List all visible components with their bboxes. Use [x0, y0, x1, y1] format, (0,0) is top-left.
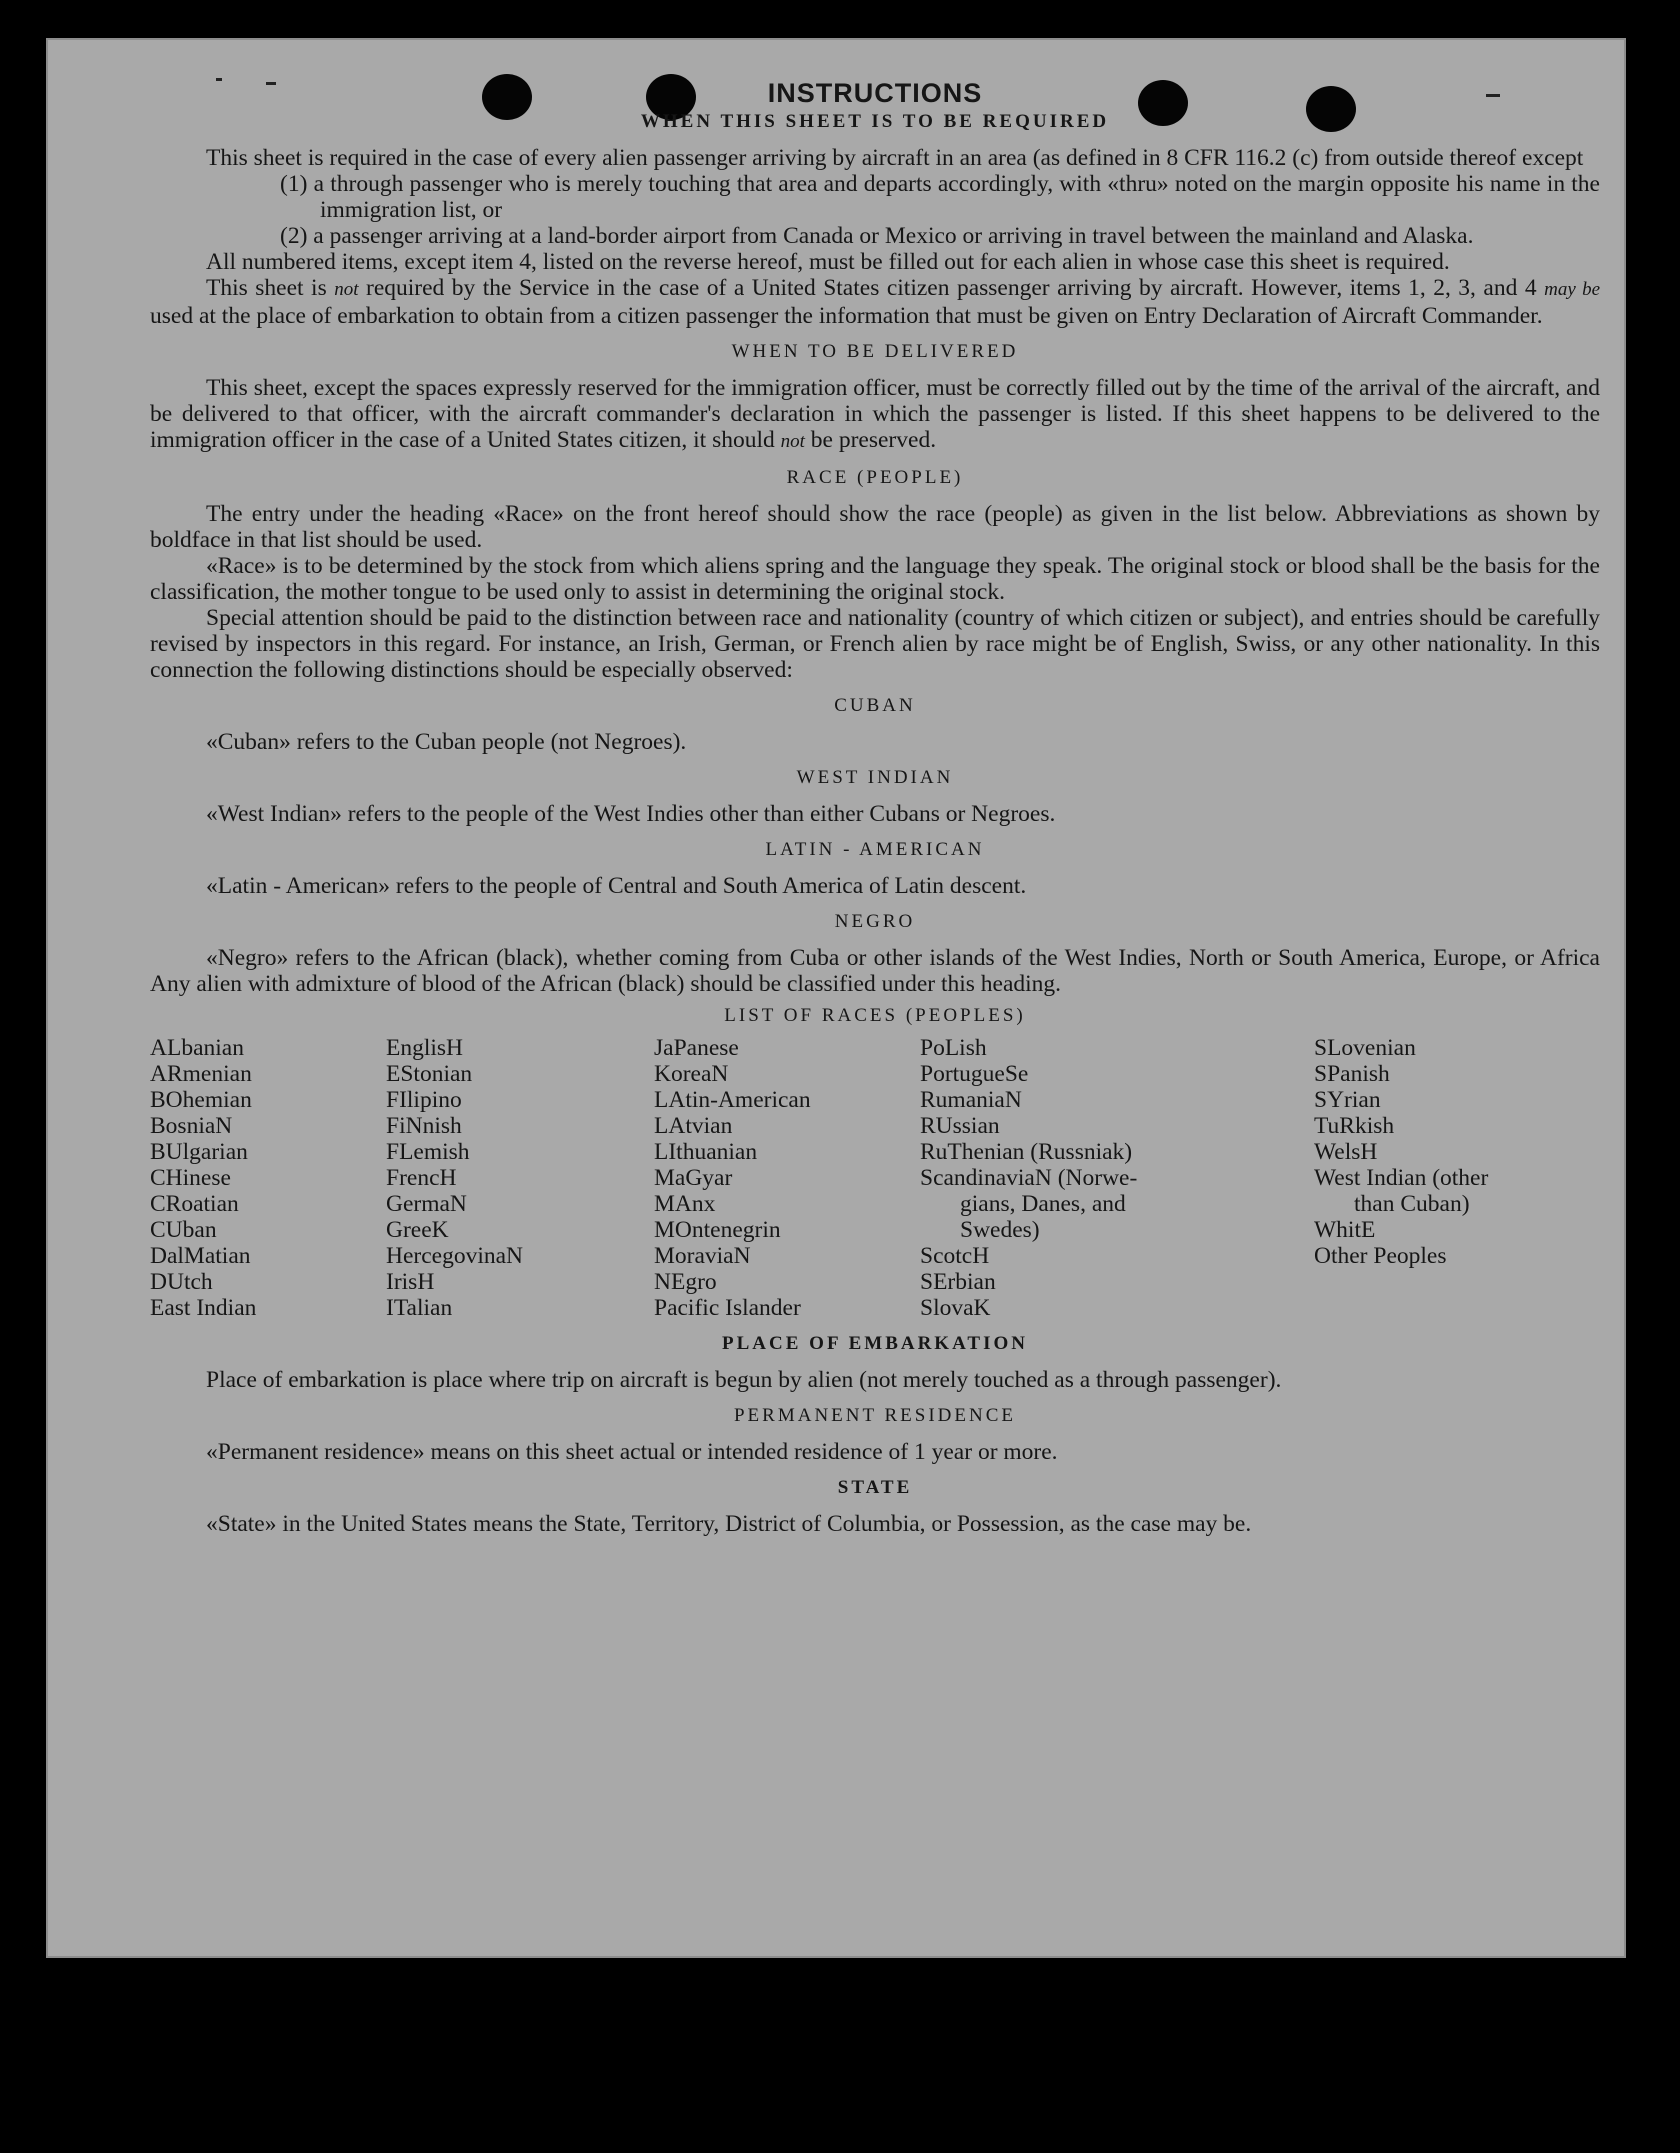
race-item: DalMatian: [150, 1243, 251, 1269]
race-item: PoLish: [920, 1035, 987, 1061]
race-item: BUlgarian: [150, 1139, 248, 1165]
race-item: ScandinaviaN (Norwe-: [920, 1165, 1138, 1191]
paragraph-required: This sheet is required in the case of every alien passenger arriving by aircraft in an area (as defined in 8 CFR 116.2 (c) from outside thereof except: [206, 145, 1584, 171]
race-item: MAnx: [654, 1191, 716, 1217]
race-item: East Indian: [150, 1295, 257, 1321]
race-item: WhitE: [1314, 1217, 1376, 1243]
races-list: [150, 1035, 1600, 1321]
race-item: FrencH: [386, 1165, 457, 1191]
paragraph-latin-american: «Latin - American» refers to the people of Central and South America of Latin descent.: [206, 873, 1027, 899]
race-item: ARmenian: [150, 1061, 252, 1087]
race-item: RUssian: [920, 1113, 1000, 1139]
heading-cuban: CUBAN: [834, 695, 916, 716]
exception-item-2: (2) a passenger arriving at a land-border airport from Canada or Mexico or arriving in travel between the mainland and Alaska.: [280, 223, 1474, 249]
race-item: BosniaN: [150, 1113, 233, 1139]
paragraph-numbered-items: All numbered items, except item 4, listed on the reverse hereof, must be filled out for each alien in whose case this sheet is required.: [206, 249, 1450, 275]
race-item: Swedes): [960, 1217, 1040, 1243]
race-item: GermaN: [386, 1191, 467, 1217]
paragraph-citizen: This sheet is not required by the Service in the case of a United States citizen passenger arriving by aircraft. However, items 1, 2, 3, and 4 may be used at the place of embarkation to obtain from a citizen passenger the information that must be given on Entry Declaration of Aircraft Commander.: [150, 275, 1601, 329]
heading-list-of-races: LIST OF RACES (PEOPLES): [724, 1005, 1026, 1026]
heading-embarkation: PLACE OF EMBARKATION: [722, 1333, 1028, 1354]
instructions-content: [150, 78, 1600, 1537]
race-item: SlovaK: [920, 1295, 991, 1321]
races-column-5: [1314, 1035, 1554, 1321]
race-item: CUban: [150, 1217, 217, 1243]
race-item: EStonian: [386, 1061, 473, 1087]
document-sheet: [46, 38, 1626, 1958]
paragraph-race-1: The entry under the heading «Race» on the front hereof should show the race (people) as given in the list below. Abbreviations as shown by boldface in that list should be used.: [150, 501, 1600, 553]
race-item: KoreaN: [654, 1061, 729, 1087]
paragraph-negro: «Negro» refers to the African (black), whether coming from Cuba or other islands of the West Indies, North or South America, Europe, or Africa Any alien with admixture of blood of the African (black) should be classified under this heading.: [150, 945, 1600, 997]
race-item: FIlipino: [386, 1087, 462, 1113]
race-item: SPanish: [1314, 1061, 1390, 1087]
race-item: RumaniaN: [920, 1087, 1022, 1113]
heading-permanent-residence: PERMANENT RESIDENCE: [733, 1405, 1017, 1426]
race-item: HercegovinaN: [386, 1243, 524, 1269]
page-title: INSTRUCTIONS: [767, 78, 983, 108]
paragraph-west-indian: «West Indian» refers to the people of the West Indies other than either Cubans or Negroes.: [206, 801, 1056, 827]
race-item: EnglisH: [386, 1035, 464, 1061]
race-item: West Indian (other: [1314, 1165, 1489, 1191]
paragraph-embarkation: Place of embarkation is place where trip on aircraft is begun by alien (not merely touched as a through passenger).: [206, 1367, 1282, 1393]
race-item: BOhemian: [150, 1087, 252, 1113]
race-item: SYrian: [1314, 1087, 1381, 1113]
race-item: CHinese: [150, 1165, 231, 1191]
race-item: SLovenian: [1314, 1035, 1416, 1061]
race-item: LIthuanian: [654, 1139, 758, 1165]
races-column-3: [654, 1035, 920, 1321]
race-item: WelsH: [1314, 1139, 1378, 1165]
race-item: DUtch: [150, 1269, 213, 1295]
race-item: LAtin-American: [654, 1087, 811, 1113]
race-item: FLemish: [386, 1139, 470, 1165]
race-item: GreeK: [386, 1217, 449, 1243]
paragraph-delivered: This sheet, except the spaces expressly reserved for the immigration officer, must be correctly filled out by the time of the arrival of the aircraft, and be delivered to that officer, with the aircraft commander's declaration in which the passenger is listed. If this sheet happens to be delivered to the immigration officer in the case of a United States citizen, it should not be preserved.: [150, 375, 1600, 453]
race-item: ALbanian: [150, 1035, 244, 1061]
race-item: IrisH: [386, 1269, 435, 1295]
race-item: CRoatian: [150, 1191, 239, 1217]
heading-west-indian: WEST INDIAN: [796, 767, 954, 788]
paragraph-cuban: «Cuban» refers to the Cuban people (not Negroes).: [206, 729, 687, 755]
races-column-4: [920, 1035, 1314, 1321]
heading-latin-american: LATIN - AMERICAN: [765, 839, 985, 860]
race-item: ScotcH: [920, 1243, 990, 1269]
paragraph-race-3: Special attention should be paid to the distinction between race and nationality (country of which citizen or subject), and entries should be carefully revised by inspectors in this regard. For instance, an Irish, German, or French alien by race might be of English, Swiss, or any other nationality. In this connection the following distinctions should be especially observed:: [150, 605, 1600, 683]
race-item: than Cuban): [1354, 1191, 1470, 1217]
race-item: TuRkish: [1314, 1113, 1395, 1139]
race-item: gians, Danes, and: [960, 1191, 1126, 1217]
race-item: PortugueSe: [920, 1061, 1029, 1087]
race-item: MaGyar: [654, 1165, 733, 1191]
paragraph-race-2: «Race» is to be determined by the stock from which aliens spring and the language they speak. The original stock or blood shall be the basis for the classification, the mother tongue to be used only to assist in determining the original stock.: [150, 553, 1600, 605]
race-item: MoraviaN: [654, 1243, 751, 1269]
paragraph-state: «State» in the United States means the State, Territory, District of Columbia, or Possession, as the case may be.: [206, 1511, 1252, 1537]
race-item: JaPanese: [654, 1035, 739, 1061]
race-item: NEgro: [654, 1269, 717, 1295]
race-item: Pacific Islander: [654, 1295, 801, 1321]
race-item: RuThenian (Russniak): [920, 1139, 1133, 1165]
races-column-2: [386, 1035, 654, 1321]
heading-race: RACE (PEOPLE): [786, 467, 964, 488]
race-item: LAtvian: [654, 1113, 733, 1139]
race-item: SErbian: [920, 1269, 996, 1295]
heading-negro: NEGRO: [834, 911, 916, 932]
races-column-1: [150, 1035, 386, 1321]
paragraph-residence: «Permanent residence» means on this sheet actual or intended residence of 1 year or more.: [206, 1439, 1058, 1465]
race-item: ITalian: [386, 1295, 453, 1321]
race-item: MOntenegrin: [654, 1217, 781, 1243]
exception-item-1: (1) a through passenger who is merely touching that area and departs accordingly, with «thru» noted on the margin opposite his name in the immigration list, or: [280, 171, 1600, 223]
heading-when-delivered: WHEN TO BE DELIVERED: [731, 341, 1019, 362]
race-item: FiNnish: [386, 1113, 462, 1139]
race-item: Other Peoples: [1314, 1243, 1447, 1269]
heading-state: STATE: [837, 1477, 913, 1498]
heading-when-required: WHEN THIS SHEET IS TO BE REQUIRED: [640, 111, 1110, 132]
